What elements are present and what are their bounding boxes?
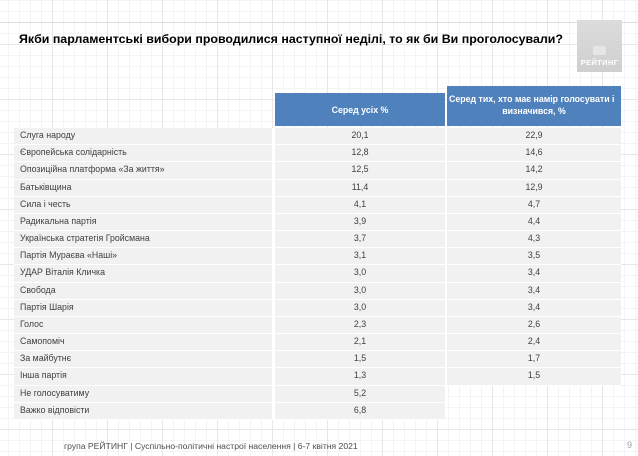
party-name-cell: Партія Мураєва «Наші» bbox=[14, 248, 275, 265]
among-decided-cell: 3,5 bbox=[447, 248, 621, 265]
party-name-cell: За майбутнє bbox=[14, 351, 275, 368]
party-name-cell: Партія Шарія bbox=[14, 300, 275, 317]
table-row bbox=[14, 317, 621, 334]
among-all-cell: 3,9 bbox=[275, 214, 447, 231]
among-all-cell: 12,5 bbox=[275, 162, 447, 179]
among-all-cell: 3,1 bbox=[275, 248, 447, 265]
party-name-cell: Сила і честь bbox=[14, 197, 275, 214]
among-decided-cell: 1,5 bbox=[447, 368, 621, 385]
column-header-among-all-label: Серед усіх % bbox=[331, 104, 389, 115]
table-row bbox=[14, 231, 621, 248]
among-decided-cell bbox=[447, 403, 621, 420]
table-row bbox=[14, 162, 621, 179]
among-all-cell: 11,4 bbox=[275, 180, 447, 197]
party-name-cell: УДАР Віталія Кличка bbox=[14, 265, 275, 282]
table-row bbox=[14, 145, 621, 162]
party-name-cell: Українська стратегія Гройсмана bbox=[14, 231, 275, 248]
among-decided-cell: 4,4 bbox=[447, 214, 621, 231]
among-decided-cell: 3,4 bbox=[447, 300, 621, 317]
party-name-cell: Радикальна партія bbox=[14, 214, 275, 231]
among-all-cell: 3,0 bbox=[275, 283, 447, 300]
party-name-cell: Європейська солідарність bbox=[14, 145, 275, 162]
table-row bbox=[14, 300, 621, 317]
page-title: Якби парламентські вибори проводилися наступної неділі, то як би Ви проголосували? bbox=[19, 32, 563, 46]
party-name-cell: Не голосуватиму bbox=[14, 386, 275, 403]
among-all-cell: 20,1 bbox=[275, 128, 447, 145]
among-all-cell: 5,2 bbox=[275, 386, 447, 403]
among-decided-cell: 14,2 bbox=[447, 162, 621, 179]
party-name-cell: Інша партія bbox=[14, 368, 275, 385]
table-row bbox=[14, 368, 621, 385]
column-header-among-decided-line2: визначився, % bbox=[502, 106, 566, 116]
table-row bbox=[14, 248, 621, 265]
table-row bbox=[14, 265, 621, 282]
table-row bbox=[14, 386, 621, 403]
table-row bbox=[14, 197, 621, 214]
among-decided-cell: 4,3 bbox=[447, 231, 621, 248]
among-decided-cell: 4,7 bbox=[447, 197, 621, 214]
among-all-cell: 2,3 bbox=[275, 317, 447, 334]
page-number: 9 bbox=[626, 440, 632, 450]
among-all-cell: 1,3 bbox=[275, 368, 447, 385]
party-name-cell: Свобода bbox=[14, 283, 275, 300]
among-decided-cell: 12,9 bbox=[447, 180, 621, 197]
table-row bbox=[14, 128, 621, 145]
among-all-cell: 3,0 bbox=[275, 265, 447, 282]
column-header-among-decided-line1: Серед тих, хто має намір голосувати і bbox=[449, 94, 615, 104]
party-name-cell: Самопоміч bbox=[14, 334, 275, 351]
among-all-cell: 3,7 bbox=[275, 231, 447, 248]
rating-logo-mark bbox=[593, 46, 606, 55]
table-row bbox=[14, 180, 621, 197]
among-decided-cell: 3,4 bbox=[447, 283, 621, 300]
top-divider bbox=[0, 22, 638, 23]
among-decided-cell: 3,4 bbox=[447, 265, 621, 282]
party-name-cell: Важко відповісти bbox=[14, 403, 275, 420]
column-header-among-all bbox=[275, 93, 445, 126]
among-all-cell: 12,8 bbox=[275, 145, 447, 162]
party-name-cell: Батьківщина bbox=[14, 180, 275, 197]
rating-logo bbox=[577, 20, 622, 72]
rating-logo-text: РЕЙТИНГ bbox=[580, 58, 619, 67]
table-row bbox=[14, 214, 621, 231]
table-row bbox=[14, 403, 621, 420]
among-all-cell: 4,1 bbox=[275, 197, 447, 214]
among-all-cell: 2,1 bbox=[275, 334, 447, 351]
table-body bbox=[14, 128, 621, 420]
among-all-cell: 1,5 bbox=[275, 351, 447, 368]
among-decided-cell: 14,6 bbox=[447, 145, 621, 162]
table-row bbox=[14, 351, 621, 368]
among-all-cell: 3,0 bbox=[275, 300, 447, 317]
table-row bbox=[14, 283, 621, 300]
column-header-among-decided bbox=[447, 86, 621, 126]
among-decided-cell: 2,4 bbox=[447, 334, 621, 351]
among-decided-cell: 1,7 bbox=[447, 351, 621, 368]
among-decided-cell: 2,6 bbox=[447, 317, 621, 334]
footer-text: група РЕЙТИНГ | Суспільно-політичні настрої населення | 6-7 квітня 2021 bbox=[64, 441, 358, 451]
party-name-cell: Опозиційна платформа «За життя» bbox=[14, 162, 275, 179]
among-all-cell: 6,8 bbox=[275, 403, 447, 420]
party-name-cell: Слуга народу bbox=[14, 128, 275, 145]
table-row bbox=[14, 334, 621, 351]
among-decided-cell bbox=[447, 386, 621, 403]
among-decided-cell: 22,9 bbox=[447, 128, 621, 145]
party-name-cell: Голос bbox=[14, 317, 275, 334]
